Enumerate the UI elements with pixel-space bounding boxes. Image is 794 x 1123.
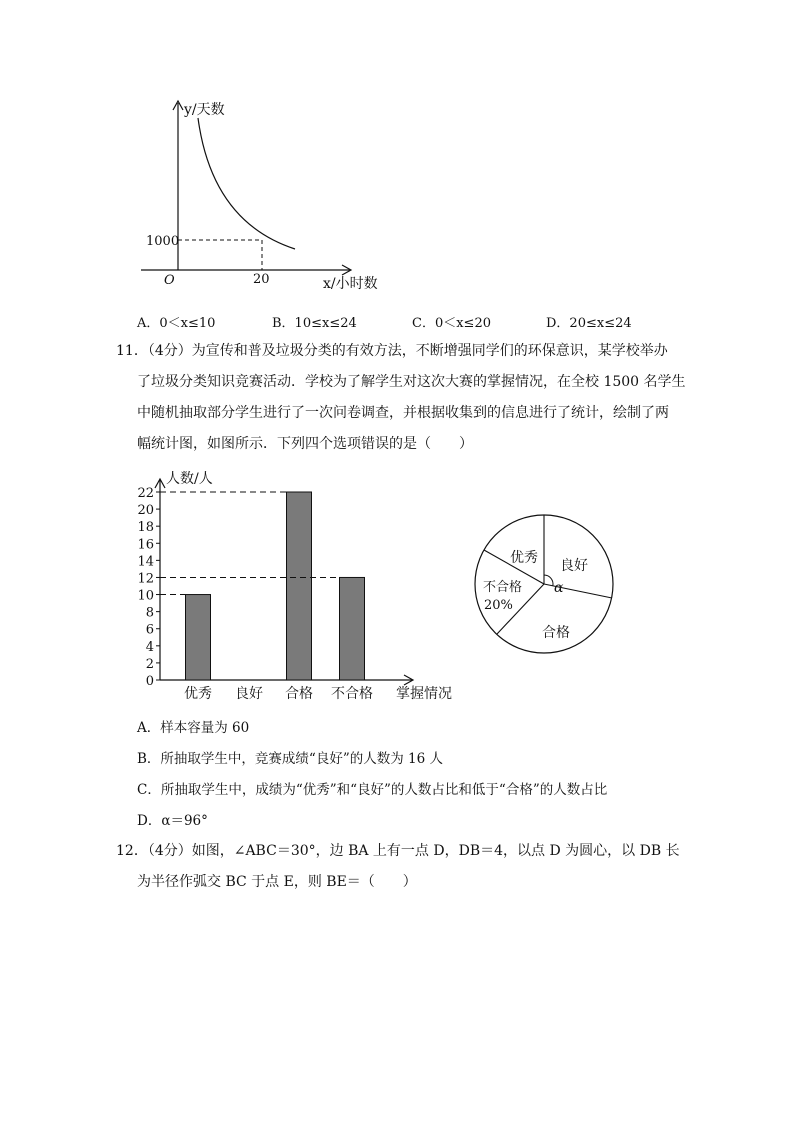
bar-chart-x-label: 掌握情况 — [396, 686, 452, 702]
bar-chart-y-tick-label: 10 — [137, 588, 154, 604]
pie-label-excellent: 优秀 — [510, 550, 538, 566]
bar-chart-y-tick-label: 12 — [137, 571, 154, 587]
pie-label-fail-percent: 20% — [484, 598, 513, 613]
bar-2 — [287, 492, 312, 680]
bar-chart-y-tick-label: 20 — [137, 503, 154, 519]
bar-chart — [0, 460, 470, 710]
bar-chart-category-label: 优秀 — [184, 686, 212, 702]
bar-chart-category-label: 不合格 — [331, 686, 373, 702]
bar-chart-y-tick-label: 4 — [145, 639, 154, 655]
q10-option-c: C．0＜x≤20 — [412, 316, 491, 331]
bar-chart-y-tick-label: 18 — [137, 520, 154, 536]
x-axis-label: x/小时数 — [323, 276, 378, 292]
question-12-line: 12．（4分）如图，∠ABC＝30°，边 BA 上有一点 D，DB＝4，以点 D 为圆心，以 DB 长 — [116, 843, 680, 859]
question-11-stem — [116, 336, 686, 460]
x-tick-label: 20 — [253, 272, 270, 287]
y-tick-label: 1000 — [146, 234, 180, 249]
question-11-line: 幅统计图，如图所示．下列四个选项错误的是（ ） — [137, 436, 473, 452]
q11-option-c: C．所抽取学生中，成绩为“优秀”和“良好”的人数占比和低于“合格”的人数占比 — [137, 782, 608, 798]
question-12-line: 为半径作弧交 BC 于点 E，则 BE＝（ ） — [137, 874, 417, 890]
bar-chart-category-label: 良好 — [235, 686, 263, 702]
q11-option-a: A．样本容量为 60 — [137, 720, 250, 736]
q10-option-d: D．20≤x≤24 — [546, 316, 632, 331]
q11-option-b: B．所抽取学生中，竞赛成绩“良好”的人数为 16 人 — [137, 751, 443, 767]
bar-chart-y-label: 人数/人 — [166, 471, 213, 487]
bar-chart-y-tick-label: 14 — [137, 554, 154, 570]
bar-chart-y-tick-label: 8 — [145, 605, 154, 621]
bar-chart-category-label: 合格 — [285, 686, 313, 702]
bar-chart-y-tick-label: 0 — [145, 674, 154, 689]
inverse-function-graph — [0, 0, 794, 300]
bar-chart-y-tick-label: 16 — [137, 537, 154, 553]
origin-label: O — [164, 273, 175, 288]
bar-chart-y-tick-label: 2 — [145, 656, 154, 672]
bar-0 — [186, 595, 211, 680]
y-axis-label: y/天数 — [184, 102, 225, 118]
bar-chart-y-tick-label: 22 — [137, 486, 154, 501]
question-11-line: 中随机抽取部分学生进行了一次问卷调查，并根据收集到的信息进行了统计，绘制了两 — [137, 405, 669, 421]
pie-label-good: 良好 — [560, 558, 588, 574]
pie-label-alpha: α — [554, 580, 564, 596]
q10-option-a: A．0＜x≤10 — [137, 316, 216, 331]
question-11-line: 11．（4分）为宣传和普及垃圾分类的有效方法，不断增强同学们的环保意识，某学校举办 — [116, 343, 668, 359]
question-12-stem — [116, 836, 680, 898]
bar-chart-y-tick-label: 6 — [145, 622, 154, 638]
q10-option-b: B．10≤x≤24 — [272, 316, 357, 331]
pie-label-fail: 不合格 — [483, 580, 523, 595]
pie-label-pass: 合格 — [542, 625, 570, 641]
bar-3 — [340, 577, 365, 680]
decay-curve — [198, 118, 295, 249]
pie-chart — [440, 505, 630, 670]
question-11-line: 了垃圾分类知识竞赛活动．学校为了解学生对这次大赛的掌握情况，在全校 1500 名学生 — [137, 374, 686, 390]
q11-option-d: D．α＝96° — [137, 813, 208, 829]
